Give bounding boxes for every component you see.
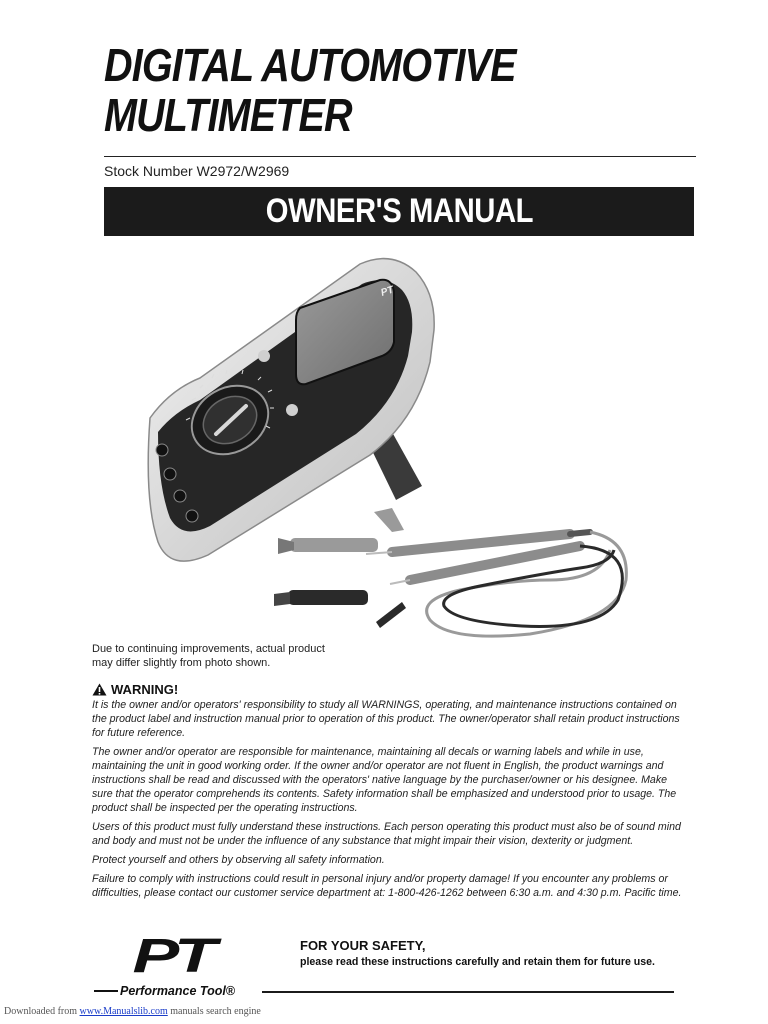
warning-body <box>92 698 682 905</box>
hold-button <box>286 404 298 416</box>
warning-paragraph: Failure to comply with instructions could result in personal injury and/or property damage! If you encounter any problems or difficulties, please contact our customer service department at: 1-800-426-1262 between 6:30 a.m. and 4:30 p.m. Pacific time. <box>92 873 682 899</box>
footer-suffix: manuals search engine <box>170 1006 261 1017</box>
safety-title: FOR YOUR SAFETY, <box>300 938 426 953</box>
title-line-1: DIGITAL AUTOMOTIVE <box>104 39 516 91</box>
function-button <box>258 350 270 362</box>
warning-paragraph: Protect yourself and others by observing all safety information. <box>92 854 385 866</box>
safety-text: please read these instructions carefully and retain them for future use. <box>300 956 655 968</box>
alligator-clip-red <box>278 538 378 554</box>
logo-mark: PT <box>132 935 212 983</box>
probe-cap-red <box>374 508 404 532</box>
test-probes <box>366 532 590 584</box>
stock-number: Stock Number W2972/W2969 <box>104 163 290 179</box>
warning-paragraph: The owner and/or operator are responsible for maintenance, maintaining all decals or warning labels and while in use, maintaining the unit in good working order. If the owner and/or operator are not fluent in English, the product warnings and instructions shall be read and discussed with the operators' native language by the purchaser/owner or his designee. Make sure that the operator comprehends its contents. Safety information shall be emphasized and understood prior to usage. The product shall be inspected per the operating instructions. <box>92 746 677 814</box>
disclaimer-line-1: Due to continuing improvements, actual product <box>92 643 325 655</box>
safety-notice <box>300 938 680 968</box>
document-title <box>104 40 620 140</box>
warning-heading <box>92 682 178 697</box>
warning-paragraph: It is the owner and/or operators' responsibility to study all WARNINGS, operating, and maintenance instructions contained on the product label and instruction manual prior to operation of this product. The owner/operator shall retain product instructions for future reference. <box>92 699 680 739</box>
warning-label: WARNING! <box>111 682 179 697</box>
warning-paragraph: Users of this product must fully understand these instructions. Each person operating this product must also be of sound mind and body and must not be under the influence of any substance that might impair their vision, dexterity or judgment. <box>92 821 681 847</box>
performance-tool-logo <box>92 935 272 997</box>
disclaimer-line-2: may differ slightly from photo shown. <box>92 657 271 669</box>
footer-prefix: Downloaded from <box>4 1006 78 1017</box>
probe-cap-black <box>376 602 406 628</box>
download-footer <box>4 1006 261 1017</box>
title-line-2: MULTIMETER <box>104 89 352 141</box>
alligator-clip-black <box>274 590 368 606</box>
brand-mark: PT <box>379 284 396 299</box>
manual-banner <box>104 187 694 236</box>
footer-rule <box>262 991 674 993</box>
photo-disclaimer <box>92 642 352 670</box>
multimeter-photo <box>130 250 650 640</box>
manualslib-link[interactable]: www.Manualslib.com <box>79 1006 168 1017</box>
banner-text: OWNER'S MANUAL <box>265 192 533 230</box>
warning-triangle-icon <box>92 683 107 696</box>
logo-wordmark: Performance Tool® <box>120 984 236 997</box>
header-rule <box>104 156 696 157</box>
